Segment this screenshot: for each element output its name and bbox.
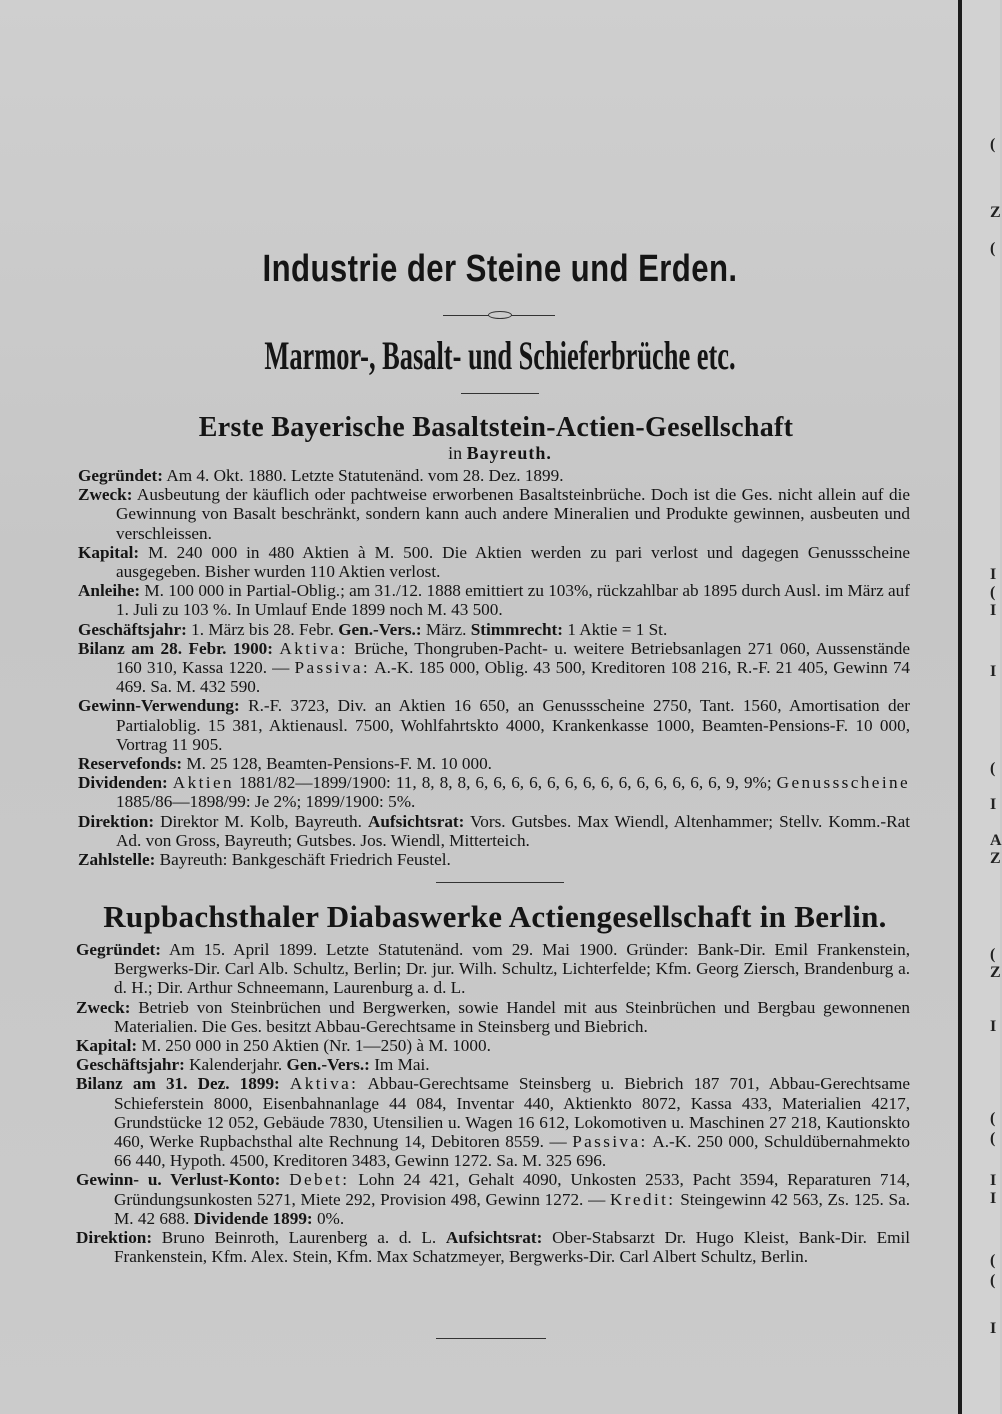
margin-letter: I (990, 796, 997, 813)
text-gen-vers: Im Mai. (374, 1055, 430, 1075)
entry-reservefonds (78, 754, 910, 773)
text-kredit: Steingewinn 42 563, Zs. 125. Sa. M. 42 688. (114, 1189, 911, 1228)
margin-letter: ( (990, 760, 996, 777)
text-geschaeftsjahr: 1. März bis 28. Febr. (191, 619, 334, 639)
label-direktion: Direktion: (78, 811, 155, 831)
entry-direktion (76, 1228, 910, 1266)
end-divider (436, 1338, 546, 1339)
label-dividenden: Dividenden: (78, 773, 168, 793)
label-passiva: Passiva: (294, 658, 371, 678)
entry-kapital (76, 1036, 910, 1055)
text-passiva: A.-K. 250 000, Schuldübernahmekto 66 440, Hypoth. 4500, Kreditoren 3483, Gewinn 1272. Sa. M. 325 696. (114, 1132, 911, 1171)
company-name-2: Rupbachsthaler Diabaswerke Actiengesellschaft in Berlin. (103, 899, 887, 934)
label-geschaeftsjahr: Geschäftsjahr: (78, 619, 187, 639)
label-debet: Debet: (289, 1170, 350, 1190)
entry-gewinn-verlust (76, 1170, 910, 1228)
margin-letter: I (990, 1018, 997, 1035)
label-gegruendet: Gegründet: (76, 940, 161, 959)
company-name-1: Erste Bayerische Basaltstein-Actien-Gesellschaft (198, 412, 794, 443)
text-gewinn-verwendung: R.-F. 3723, Div. an Aktien 16 650, an Genussscheine 2750, Tant. 1560, Amortisation der Partialoblig. 15 381, Aktienausl. 7500, Wohlfahrtskto 4000, Krankenkasse 1000, Beamten-Pensions-F. 10 000, Vortrag 11 905. (116, 696, 910, 754)
margin-letter: A (990, 832, 1002, 849)
text-kapital: M. 240 000 in 480 Aktien à M. 500. Die Aktien werden zu pari verlost und dagegen Genussscheine ausgegeben. Bisher wurden 110 Aktien verlost. (116, 542, 911, 582)
label-dividende: Dividende 1899: (193, 1208, 313, 1228)
label-gewinn-verlust: Gewinn- u. Verlust-Konto: (76, 1170, 281, 1190)
label-aufsichtsrat: Aufsichtsrat: (445, 1228, 543, 1248)
label-stimmrecht: Stimmrecht: (470, 619, 564, 639)
entry-direktion (78, 812, 910, 850)
label-gegruendet: Gegründet: (78, 466, 163, 485)
margin-letter: I (990, 1172, 997, 1189)
margin-letter: ( (990, 946, 996, 963)
text-div-aktien: 1881/82—1899/1900: 11, 8, 8, 8, 6, 6, 6, 6, 6, 6, 6, 6, 6, 6, 6, 6, 6, 6, 9, 9%; (239, 773, 772, 793)
margin-letter: I (990, 602, 997, 619)
text-zahlstelle: Bayreuth: Bankgeschäft Friedrich Feustel. (159, 850, 451, 870)
margin-letter: ( (990, 1252, 996, 1269)
label-bilanz: Bilanz am 28. Febr. 1900: (78, 638, 273, 658)
subtitle-divider (461, 393, 539, 394)
label-passiva: Passiva: (572, 1132, 648, 1152)
label-kredit: Kredit: (609, 1189, 676, 1209)
text-direktion: Direktor M. Kolb, Bayreuth. (160, 811, 362, 831)
divider-ornament (488, 311, 512, 319)
text-dividende: 0%. (316, 1208, 345, 1228)
section-title: Industrie der Steine und Erden. (262, 248, 738, 290)
entry-dividenden (78, 773, 910, 811)
entry-divider (436, 882, 564, 883)
label-aufsichtsrat: Aufsichtsrat: (367, 811, 465, 831)
text-anleihe: M. 100 000 in Partial-Oblig.; am 31./12. 1888 emittiert zu 103%, rückzahlbar ab 1895 durch Ausl. im März auf 1. Juli zu 103 %. In Umlauf Ende 1899 noch M. 43 500. (116, 581, 910, 620)
text-reservefonds: M. 25 128, Beamten-Pensions-F. M. 10 000. (186, 754, 492, 774)
location-prefix: in (448, 443, 463, 463)
margin-letter: Z (990, 964, 1001, 981)
margin-letter: ( (990, 1272, 996, 1289)
entry-zahlstelle (78, 850, 910, 869)
label-gen-vers: Gen.-Vers.: (338, 619, 422, 639)
text-kapital: M. 250 000 in 250 Aktien (Nr. 1—250) à M. 1000. (141, 1036, 491, 1056)
label-aktiva: Aktiva: (289, 1074, 359, 1094)
entry-gewinn-verwendung (78, 696, 910, 754)
margin-letter: ( (990, 1110, 996, 1127)
label-bilanz: Bilanz am 31. Dez. 1899: (76, 1074, 280, 1094)
entry-kapital (78, 543, 910, 581)
margin-letter: ( (990, 1130, 996, 1147)
margin-letter: ( (990, 240, 996, 257)
label-gewinn-verwendung: Gewinn-Verwendung: (78, 696, 240, 716)
text-gen-vers: März. (425, 619, 467, 639)
text-direktion: Bruno Beinroth, Laurenberg a. d. L. (161, 1228, 437, 1248)
company-entry-2 (76, 940, 910, 1266)
label-div-aktien: Aktien (172, 773, 234, 793)
label-anleihe: Anleihe: (78, 581, 141, 601)
text-geschaeftsjahr: Kalenderjahr. (189, 1055, 283, 1075)
entry-bilanz (76, 1074, 910, 1170)
text-div-genuss: 1885/86—1898/99: Je 2%; 1899/1900: 5%. (116, 792, 416, 812)
label-direktion: Direktion: (76, 1228, 153, 1248)
label-zweck: Zweck: (78, 485, 133, 505)
label-div-genuss: Genussscheine (776, 773, 911, 793)
label-zweck: Zweck: (76, 997, 131, 1017)
entry-geschaeftsjahr (76, 1055, 910, 1074)
margin-letter: ( (990, 136, 996, 153)
location-city: Bayreuth. (466, 443, 552, 463)
text-debet: Lohn 24 421, Gehalt 4090, Unkosten 2533, Pacht 3594, Reparaturen 714, Gründungsunkosten 5271, Miete 292, Provision 498, Gewinn 1272. — (114, 1170, 910, 1209)
margin-letter: ( (990, 584, 996, 601)
label-kapital: Kapital: (76, 1036, 138, 1056)
label-gen-vers: Gen.-Vers.: (286, 1055, 370, 1075)
entry-gegruendet (78, 466, 910, 485)
entry-gegruendet (76, 940, 910, 998)
margin-letter: Z (990, 850, 1001, 867)
margin-letter: I (990, 1320, 997, 1337)
margin-letter: I (990, 1190, 997, 1207)
text-gegruendet: Am 4. Okt. 1880. Letzte Statutenänd. vom 28. Dez. 1899. (166, 466, 564, 485)
margin-letter: I (990, 566, 997, 583)
company-location-1 (0, 443, 1000, 464)
label-aktiva: Aktiva: (279, 638, 348, 658)
text-passiva: A.-K. 185 000, Oblig. 43 500, Kreditoren 108 216, R.-F. 21 405, Gewinn 74 469. Sa. M. 432 590. (116, 658, 911, 697)
entry-anleihe (78, 581, 910, 619)
label-reservefonds: Reservefonds: (78, 754, 183, 774)
text-aufsichtsrat: Vors. Gutsbes. Max Wiendl, Altenhammer; Stellv. Komm.-Rat Ad. von Gross, Bayreuth; Gutsbes. Jos. Wiendl, Mitterteich. (116, 811, 910, 850)
company-entry-1 (78, 466, 910, 869)
entry-zweck (76, 998, 910, 1036)
section-subtitle: Marmor-, Basalt- und Schieferbrüche etc. (264, 333, 736, 378)
label-geschaeftsjahr: Geschäftsjahr: (76, 1055, 185, 1075)
text-zweck: Ausbeutung der käuflich oder pachtweise erworbenen Basaltsteinbrüche. Doch ist die Ges. nicht allein auf die Gewinnung von Basalt beschränkt, sondern kann auch andere Mineralien und Produkte gewinnen, ausbeuten und verschleissen. (116, 485, 910, 543)
margin-letter: I (990, 663, 997, 680)
label-zahlstelle: Zahlstelle: (78, 850, 156, 870)
text-stimmrecht: 1 Aktie = 1 St. (567, 619, 668, 639)
text-aktiva: Abbau-Gerechtsame Steinsberg u. Biebrich 187 701, Abbau-Gerechtsame Schieferstein 8000, Eisenbahnanlage 44 084, Inventar 440, Aktienkto 8072, Kassa 433, Materialien 4217, Grundstücke 12 052, Gebäude 7830, Utensilien u. Wagen 16 612, Lokomotiven u. Maschinen 27 218, Kautionskto 460, Werke Rupbachsthal alte Rechnung 14, Debitoren 8559. — (114, 1074, 910, 1152)
entry-zweck (78, 485, 910, 543)
text-gegruendet: Am 15. April 1899. Letzte Statutenänd. vom 29. Mai 1900. Gründer: Bank-Dir. Emil Frankenstein, Bergwerks-Dir. Carl Alb. Schultz, Berlin; Dr. jur. Wilh. Schultz, Lichterfelde; Kfm. Georg Ziersch, Brandenburg a. d. H.; Dir. Arthur Schneemann, Laurenburg a. d. L. (114, 940, 910, 998)
text-aktiva: Brüche, Thongruben-Pacht- u. weitere Betriebsanlagen 271 060, Aussenstände 160 310, Kassa 1220. — (116, 638, 910, 678)
page-gutter (958, 0, 962, 1414)
label-kapital: Kapital: (78, 542, 140, 562)
margin-letter: Z (990, 204, 1001, 221)
entry-geschaeftsjahr (78, 620, 910, 639)
text-aufsichtsrat: Ober-Stabsarzt Dr. Hugo Kleist, Bank-Dir. Emil Frankenstein, Kfm. Alex. Stein, Kfm. Max Schatzmeyer, Bergwerks-Dir. Carl Albert Schultz, Berlin. (114, 1228, 911, 1267)
text-zweck: Betrieb von Steinbrüchen und Bergwerken, sowie Handel mit aus Steinbrüchen und Bergbau gewonnenen Materialien. Die Ges. besitzt Abbau-Gerechtsame in Steinsberg und Biebrich. (114, 997, 910, 1036)
entry-bilanz (78, 639, 910, 697)
